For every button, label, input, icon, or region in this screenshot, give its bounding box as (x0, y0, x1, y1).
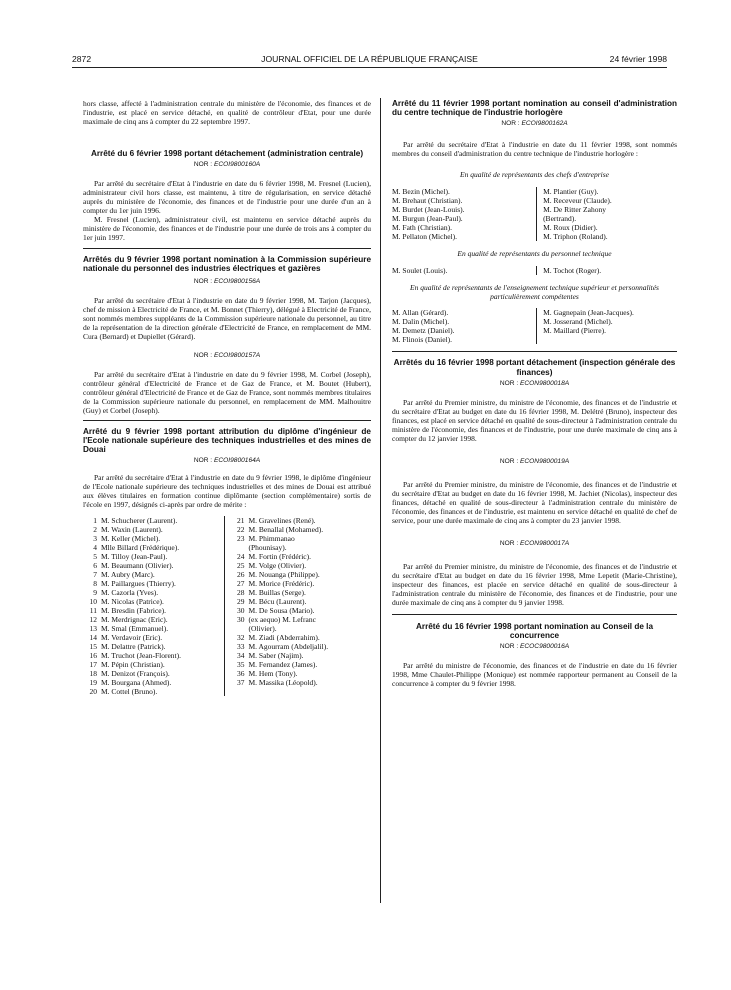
member-name: M. Triphon (Roland). (543, 232, 608, 242)
list-item (83, 615, 224, 624)
b1-paragraph-1: Par arrêté du secrétaire d'Etat à l'industrie en date du 11 février 1998, sont nommés membres du conseil d'administration du centre technique de l'industrie horlogère : (392, 140, 677, 159)
rank-number: 13 (89, 624, 97, 634)
list-item (83, 660, 224, 669)
member-name: M. Dalin (Michel). (392, 317, 450, 327)
list-item (231, 516, 372, 525)
list-enseignement-left (392, 308, 526, 344)
page-header (72, 54, 667, 68)
graduate-name: M. Paillargues (Thierry). (101, 579, 176, 589)
member-name: M. Gagnepain (Jean-Jacques). (543, 308, 634, 318)
b2-nor-3: NOR : ECON9800017A (499, 539, 570, 547)
list-item (231, 588, 372, 597)
a2-paragraph-2: Par arrêté du secrétaire d'Etat à l'industrie en date du 9 février 1998, M. Corbel (Joseph), contrôleur général d'Electricité de France et de Gaz de France, et M. Boutet (Hubert), contrôleur général d'Electricité de France et de Gaz de France, sont nommés membres titulaires de la Commission supérieure nationale du personnel, en remplacement de MM. Malhouitre (Guy) et Corbel (Joseph). (83, 369, 371, 415)
rank-number: 26 (237, 570, 245, 580)
member-name: M. Fath (Christian). (392, 223, 452, 233)
rank-number: 8 (93, 579, 97, 589)
rank-number: 1 (93, 516, 97, 526)
graduate-name: M. Volge (Olivier). (248, 561, 307, 571)
graduate-name: (ex aequo) M. Lefranc (248, 615, 316, 625)
list-item (231, 615, 372, 624)
b1-subheading-enseignement: En qualité de représentants de l'enseignement technique supérieur et personnalités particulièrement compétentes (410, 283, 659, 302)
b1-title: Arrêté du 11 février 1998 portant nomination au conseil d'administration du centre technique de l'industrie horlogère (392, 99, 677, 118)
list-chefs-left (392, 187, 526, 241)
list-item (231, 660, 372, 669)
list-item (231, 651, 372, 660)
member-name: M. Allan (Gérard). (392, 308, 449, 318)
rank-number: 28 (237, 588, 245, 598)
b2-paragraph-3: Par arrêté du Premier ministre, du ministre de l'économie, des finances et de l'industrie et du secrétaire d'Etat au budget en date du 16 février 1998, Mme Lepetit (Marie-Christine), inspecteur des finances, est placée en service détaché en qualité de sous-directeur à l'administration centrale du ministère de l'économie, des finances et de l'industrie, pour une durée maximale de cinq ans à compter du 9 janvier 1998. (392, 561, 677, 607)
graduate-name: M. Agourram (Abdeljalil). (248, 642, 329, 652)
graduate-name: M. Bourgana (Ahmed). (101, 678, 172, 688)
graduate-name: M. Phimmanao (248, 534, 295, 544)
list-item (231, 534, 372, 543)
graduate-name-continued: (Olivier). (248, 624, 277, 634)
rank-number: 9 (93, 588, 97, 598)
b2-paragraph-1: Par arrêté du Premier ministre, du ministre de l'économie, des finances et de l'industrie et du secrétaire d'Etat au budget en date du 16 février 1998, M. Delétré (Bruno), inspecteur des finances, est placé en service détaché en qualité de sous-directeur à l'administration centrale du ministère de l'économie, des finances et de l'industrie, pour une durée maximale de cinq ans à compter du 12 janvier 1998. (392, 397, 677, 443)
a3-nor: NOR : ECOI9800164A (193, 457, 261, 465)
rank-number: 17 (89, 660, 97, 670)
graduate-name: M. Verdavoir (Eric). (101, 633, 163, 643)
graduate-name-continued: (Phounisay). (248, 543, 287, 553)
list-item (83, 597, 224, 606)
member-name: M. De Ritter Zahony (543, 205, 606, 215)
member-name: M. Soulet (Louis). (392, 266, 448, 276)
rank-number: 35 (237, 660, 245, 670)
merit-list-col-a (83, 516, 224, 696)
list-item (83, 525, 224, 534)
graduate-name: M. Fortin (Frédéric). (248, 552, 311, 562)
graduate-name: M. Gravelines (René). (248, 516, 316, 526)
rank-number: 16 (89, 651, 97, 661)
rank-number: 12 (89, 615, 97, 625)
a3-paragraph-1: Par arrêté du secrétaire d'Etat à l'industrie en date du 9 février 1998, le diplôme d'ingénieur de l'Ecole nationale supérieure des techniques industrielles et des mines de Douai est attribué aux élèves titulaires en formation continue diplômante (section complémentaire) sortis de l'école en 1997, désignés ci-après par ordre de mérite : (83, 473, 371, 510)
member-name: M. Flinois (Daniel). (392, 335, 452, 345)
graduate-name: M. Tilloy (Jean-Paul). (101, 552, 168, 562)
graduate-name: M. Waxin (Laurent). (101, 525, 163, 535)
member-name: M. Demetz (Daniel). (392, 326, 455, 336)
list-item (83, 678, 224, 687)
b1-nor: NOR : ECOI9800162A (501, 120, 568, 128)
list-item (83, 579, 224, 588)
rank-number: 33 (237, 642, 245, 652)
list-item (231, 561, 372, 570)
rank-number: 14 (89, 633, 97, 643)
graduate-name: M. Schucherer (Laurent). (101, 516, 178, 526)
list-item (83, 642, 224, 651)
graduate-name: M. Delattre (Patrick). (101, 642, 166, 652)
list-item (83, 669, 224, 678)
graduate-name: M. Truchot (Jean-Florent). (101, 651, 181, 661)
graduate-name: M. Denizot (François). (101, 669, 170, 679)
b3-nor: NOR : ECOC9800016A (499, 643, 570, 651)
list-item (231, 597, 372, 606)
graduate-name: M. Smal (Emmanuel). (101, 624, 169, 634)
right-column (392, 99, 677, 688)
list-item (83, 570, 224, 579)
list-item (83, 624, 224, 633)
graduate-name: M. Buillas (Serge). (248, 588, 306, 598)
merit-list-col-b (224, 516, 372, 696)
merit-list (83, 516, 371, 696)
list-item (83, 552, 224, 561)
b2-nor-2: NOR : ECON9800019A (499, 457, 570, 465)
graduate-name: M. Cazorla (Yves). (101, 588, 159, 598)
b1-subheading-chefs: En qualité de représentants des chefs d'entreprise (460, 170, 609, 180)
rank-number: 10 (89, 597, 97, 607)
graduate-name: M. Hem (Tony). (248, 669, 298, 679)
rank-number: 6 (93, 561, 97, 571)
list-item (83, 633, 224, 642)
list-personnel-left (392, 266, 526, 275)
left-column (83, 99, 371, 696)
member-name: M. Josserand (Michel). (543, 317, 613, 327)
rank-number: 36 (237, 669, 245, 679)
graduate-name: M. Nouanga (Philippe). (248, 570, 320, 580)
a1-paragraph-1: Par arrêté du secrétaire d'Etat à l'industrie en date du 6 février 1998, M. Fresnel (Lucien), administrateur civil hors classe, est maintenu, à titre de régularisation, en service détaché auprès du ministère de l'économie, des finances et de l'industrie pour une durée d'un an à compter du 1er juin 1996. (83, 179, 371, 216)
member-name: M. Brehaut (Christian). (392, 196, 463, 206)
rank-number: 7 (93, 570, 97, 580)
graduate-name: M. Benallal (Mohamed). (248, 525, 324, 535)
rank-number: 2 (93, 525, 97, 535)
rank-number: 15 (89, 642, 97, 652)
list-item (83, 534, 224, 543)
member-name: M. Receveur (Claude). (543, 196, 612, 206)
a2-nor-1: NOR : ECOI9800156A (193, 277, 261, 285)
member-name: M. Bezin (Michel). (392, 187, 450, 197)
graduate-name: M. Cottel (Bruno). (101, 687, 158, 697)
rank-number: 24 (237, 552, 245, 562)
graduate-name: M. Fernandez (James). (248, 660, 318, 670)
member-name: M. Plantier (Guy). (543, 187, 599, 197)
rank-number: 34 (237, 651, 245, 661)
graduate-name: M. Morice (Frédéric). (248, 579, 315, 589)
graduate-name: M. Merdrignac (Eric). (101, 615, 168, 625)
member-name: M. Tochot (Roger). (543, 266, 602, 276)
graduate-name: M. Ziadi (Abderrahim). (248, 633, 320, 643)
rank-number: 30 (237, 606, 245, 616)
member-name: M. Pellaton (Michel). (392, 232, 457, 242)
graduate-name: M. Beaumann (Olivier). (101, 561, 174, 571)
b3-paragraph-1: Par arrêté du ministre de l'économie, des finances et de l'industrie en date du 16 février 1998, Mme Chaulet-Philippe (Monique) est nommée rapporteur permanent au Conseil de la concurrence à compter du 9 février 1998. (392, 661, 677, 689)
rank-number: 4 (93, 543, 97, 553)
a1-paragraph-2: M. Fresnel (Lucien), administrateur civil, est maintenu en service détaché auprès du ministère de l'économie, des finances et de l'industrie pour une durée de trois ans à compter du 1er juin 1997. (83, 215, 371, 243)
list-item (231, 570, 372, 579)
list-item (231, 642, 372, 651)
b2-nor-1: NOR : ECON9800018A (499, 379, 570, 387)
list-item (83, 516, 224, 525)
list-item (83, 588, 224, 597)
list-item (83, 651, 224, 660)
rank-number: 27 (237, 579, 245, 589)
list-chefs (392, 187, 677, 241)
a3-title: Arrêté du 9 février 1998 portant attribution du diplôme d'ingénieur de l'Ecole nationale supérieure des techniques industrielles et des mines de Douai (83, 426, 371, 455)
list-personnel (392, 266, 677, 275)
rank-number: 30 (237, 615, 245, 625)
a1-nor: NOR : ECOI9800160A (193, 161, 261, 169)
list-item (231, 669, 372, 678)
b2-title: Arrêtés du 16 février 1998 portant détachement (inspection générale des finances) (393, 358, 676, 377)
rank-number: 11 (89, 606, 97, 616)
graduate-name: M. Keller (Michel). (101, 534, 161, 544)
list-chefs-right (536, 187, 677, 241)
graduate-name: M. Pépin (Christian). (101, 660, 165, 670)
rank-number: 23 (237, 534, 245, 544)
issue-date: 24 février 1998 (609, 54, 667, 64)
a1-title: Arrêté du 6 février 1998 portant détachement (administration centrale) (90, 149, 364, 158)
rank-number: 25 (237, 561, 245, 571)
list-item (231, 552, 372, 561)
rank-number: 3 (93, 534, 97, 544)
graduate-name: M. Nicolas (Patrice). (101, 597, 164, 607)
journal-title: JOURNAL OFFICIEL DE LA RÉPUBLIQUE FRANÇAISE (261, 54, 478, 64)
graduate-name: M. Saber (Najim). (248, 651, 304, 661)
header-rule (72, 67, 667, 68)
list-item (231, 579, 372, 588)
graduate-name: M. Aubry (Marc). (101, 570, 155, 580)
rank-number: 21 (237, 516, 245, 526)
member-name: (Bertrand). (543, 214, 577, 224)
list-item (83, 543, 224, 552)
graduate-name: M. Massika (Léopold). (248, 678, 318, 688)
rank-number: 18 (89, 669, 97, 679)
list-item (83, 561, 224, 570)
column-divider (380, 98, 381, 903)
a2-paragraph-1: Par arrêté du secrétaire d'Etat à l'industrie en date du 9 février 1998, M. Tarjon (Jacques), chef de mission à Electricité de France, et M. Bonnet (Thierry), délégué à Electricité de France, sont nommés membres suppléants de la Commission supérieure nationale du personnel, au titre de la représentation de la direction générale d'Electricité de France, en remplacement de MM. Cura (Bernard) et Dupiellet (Gérard). (83, 295, 371, 341)
list-enseignement (392, 308, 677, 344)
list-enseignement-right (536, 308, 677, 344)
member-name: M. Maillard (Pierre). (543, 326, 606, 336)
list-item (83, 687, 224, 696)
b3-title: Arrêté du 16 février 1998 portant nomination au Conseil de la concurrence (415, 621, 654, 641)
rank-number: 29 (237, 597, 245, 607)
a2-nor-2: NOR : ECOI9800157A (193, 351, 261, 359)
list-item (231, 633, 372, 642)
member-name: M. Burgun (Jean-Paul). (392, 214, 463, 224)
page-number: 2872 (72, 54, 92, 64)
graduate-name: Mlle Billard (Frédérique). (101, 543, 180, 553)
rank-number: 5 (93, 552, 97, 562)
graduate-name: M. Bécu (Laurent). (248, 597, 307, 607)
graduate-name: M. De Sousa (Mario). (248, 606, 315, 616)
rank-number: 19 (89, 678, 97, 688)
intro-paragraph: hors classe, affecté à l'administration centrale du ministère de l'économie, des finances et de l'industrie, est placé en service détaché, en qualité de contrôleur d'Etat, pour une durée maximale de cinq ans à compter du 22 septembre 1997. (83, 99, 371, 126)
list-item (83, 606, 224, 615)
rank-number: 20 (89, 687, 97, 697)
list-item (231, 606, 372, 615)
list-item (231, 678, 372, 687)
member-name: M. Burdet (Jean-Louis). (392, 205, 465, 215)
rank-number: 32 (237, 633, 245, 643)
b2-paragraph-2: Par arrêté du Premier ministre, du ministre de l'économie, des finances et de l'industrie et du secrétaire d'Etat au budget en date du 16 février 1998, M. Jachiet (Nicolas), inspecteur des finances, détaché en qualité de sous-directeur à l'administration centrale du ministère de l'économie, des finances et de l'industrie, est maintenu en service détaché en qualité de chef de service, pour une durée maximale de cinq ans à compter du 23 janvier 1998. (392, 479, 677, 525)
b1-subheading-personnel: En qualité de représentants du personnel technique (457, 249, 612, 259)
list-item (231, 525, 372, 534)
member-name: M. Roux (Didier). (543, 223, 598, 233)
rank-number: 22 (237, 525, 245, 535)
graduate-name: M. Bresdin (Fabrice). (101, 606, 166, 616)
list-personnel-right (536, 266, 677, 275)
a2-title: Arrêtés du 9 février 1998 portant nomination à la Commission supérieure nationale du personnel des industries électriques et gazières (83, 255, 371, 274)
rank-number: 37 (237, 678, 245, 688)
